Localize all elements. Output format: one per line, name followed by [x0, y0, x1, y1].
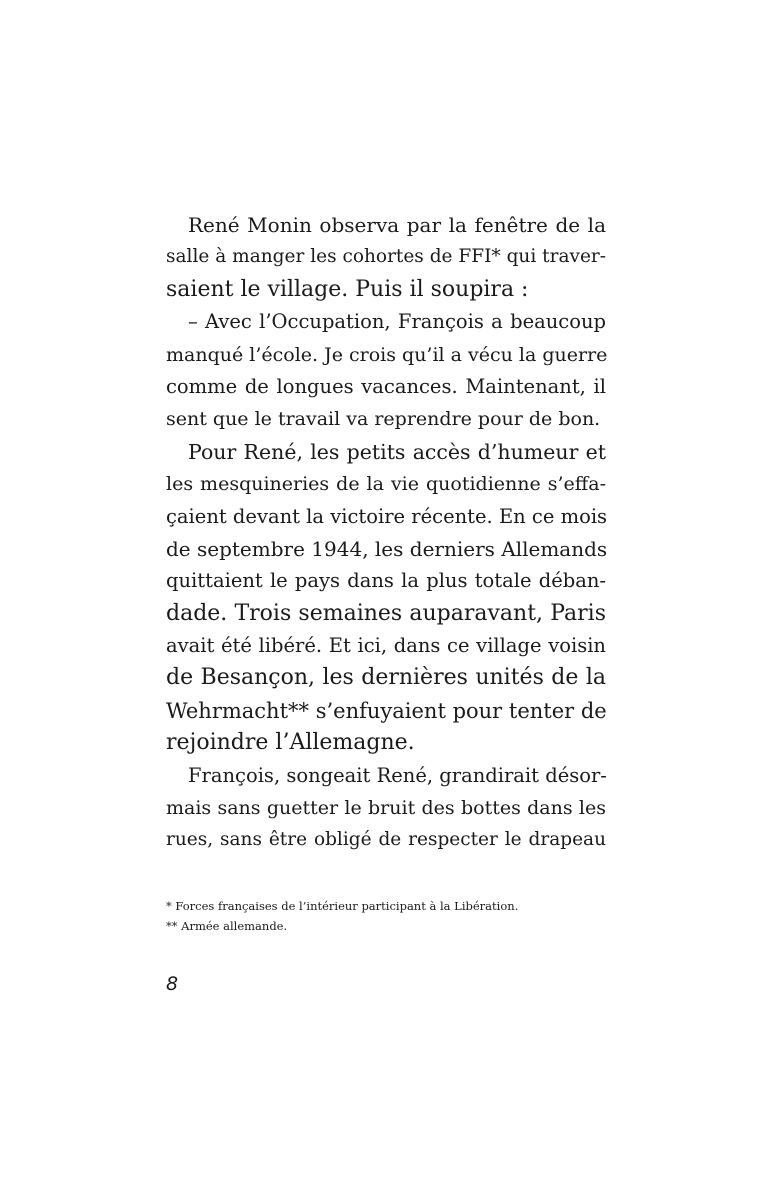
text-line: çaient devant la victoire récente. En ce mois	[166, 504, 608, 528]
text-line: de septembre 1944, les derniers Allemands	[166, 536, 608, 561]
text-line: sent que le travail va reprendre pour de bon.	[166, 408, 601, 431]
footnote: ** Armée allemande.	[166, 919, 288, 933]
text-line: rejoindre l’Allemagne.	[166, 730, 415, 756]
text-line: comme de longues vacances. Maintenant, il	[166, 374, 606, 398]
text-line: mais sans guetter le bruit des bottes dans les	[166, 797, 606, 820]
body-text	[166, 209, 606, 857]
text-line: Pour René, les petits accès d’humeur et	[188, 439, 606, 464]
text-line: de Besançon, les dernières unités de la	[166, 665, 606, 691]
text-line: quittaient le pays dans la plus totale déban-	[166, 569, 606, 593]
footnote: * Forces françaises de l’intérieur participant à la Libération.	[166, 899, 519, 913]
text-line: Wehrmacht** s’enfuyaient pour tenter de	[166, 698, 607, 723]
page-number: 8	[166, 973, 179, 995]
text-line: – Avec l’Occupation, François a beaucoup	[188, 310, 606, 334]
text-line: manqué l’école. Je crois qu’il a vécu la guerre	[166, 343, 608, 366]
text-line: avait été libéré. Et ici, dans ce village voisin	[166, 634, 606, 658]
text-line: François, songeait René, grandirait désor-	[188, 763, 607, 787]
text-line: René Monin observa par la fenêtre de la	[188, 213, 606, 237]
text-line: les mesquineries de la vie quotidienne s’effa-	[166, 473, 606, 496]
footnotes	[166, 896, 606, 936]
text-line: rues, sans être obligé de respecter le drapeau	[166, 829, 606, 851]
text-line: dade. Trois semaines auparavant, Paris	[166, 600, 606, 626]
text-line: salle à manger les cohortes de FFI* qui traver-	[166, 246, 606, 268]
text-line: saient le village. Puis il soupira :	[166, 276, 529, 302]
